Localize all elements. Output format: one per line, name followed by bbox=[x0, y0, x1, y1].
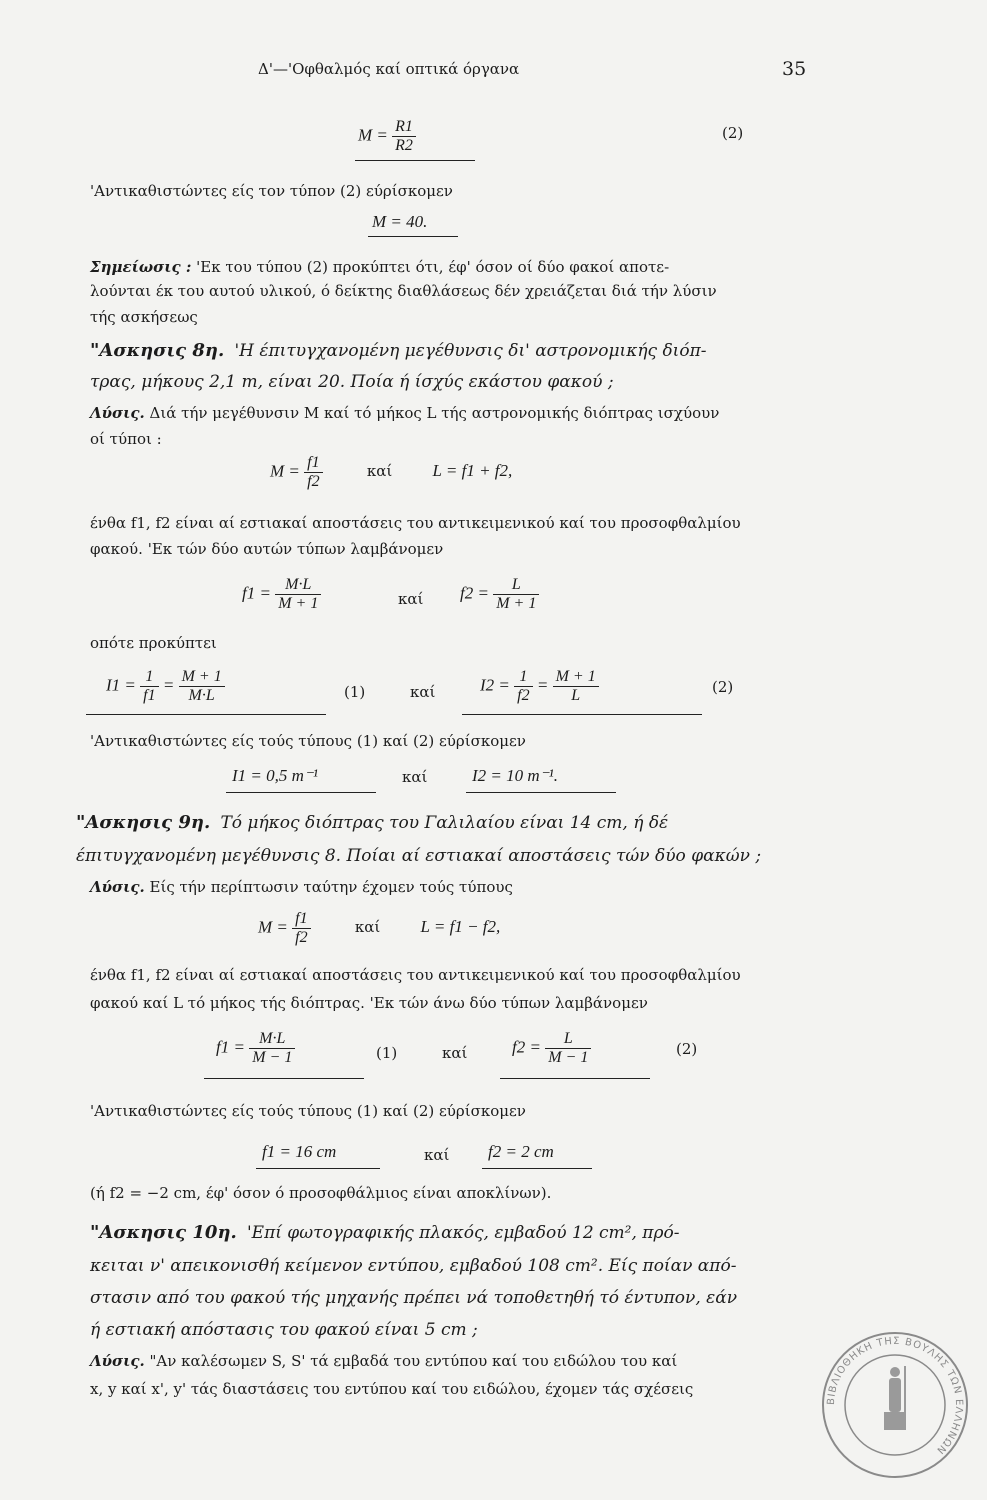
result-I2: I2 = 10 m⁻¹. bbox=[472, 766, 558, 785]
kai: καί bbox=[398, 590, 424, 608]
exercise-10-line-4: ή εστιακή απόστασις του φακού είναι 5 cm ; bbox=[90, 1320, 478, 1340]
equation-9a: M = $\frac{f1}{f2}$ καί L = f1 − f2, bbox=[258, 910, 501, 946]
note-line-3: τής ασκήσεως bbox=[90, 308, 198, 326]
running-title: Δ'—'Οφθαλμός καί οπτικά όργανα bbox=[258, 60, 520, 78]
exercise-9-line-2: έπιτυγχανομένη μεγέθυνσις 8. Ποίαι αί εστιακαί αποστάσεις τών δύο φακών ; bbox=[76, 846, 762, 866]
equation-8a: M = $\frac{f1}{f2}$ καί L = f1 + f2, bbox=[270, 454, 513, 490]
paragraph: 'Αντικαθιστώντες είς τον τύπον (2) εύρίσκομεν bbox=[90, 182, 453, 200]
exercise-10-line-3: στασιν από του φακού τής μηχανής πρέπει νά τοποθετηθή τό έντυπον, εάν bbox=[90, 1288, 738, 1308]
stamp-text: ΒΙΒΛΙΟΘΗΚΗ ΤΗΣ ΒΟΥΛΗΣ ΤΩΝ ΕΛΛΗΝΩΝ bbox=[825, 1335, 965, 1457]
library-stamp bbox=[820, 1330, 970, 1480]
paragraph: 'Αντικαθιστώντες είς τούς τύπους (1) καί (2) εύρίσκομεν bbox=[90, 732, 526, 750]
solution-9: Λύσις. Είς τήν περίπτωσιν ταύτην έχομεν τούς τύπους bbox=[90, 878, 513, 896]
result-M: M = 40. bbox=[372, 212, 428, 231]
tag-1: (1) bbox=[344, 683, 366, 701]
kai: καί bbox=[424, 1146, 450, 1164]
equation-top: M = $\frac{R1}{R2}$ bbox=[358, 118, 416, 155]
result-f2: f2 = 2 cm bbox=[488, 1142, 554, 1161]
page-number: 35 bbox=[782, 58, 807, 80]
paragraph: ένθα f1, f2 είναι αί εστιακαί αποστάσεις του αντικειμενικού καί του προσοφθαλμίου bbox=[90, 514, 741, 532]
note-line-2: λούνται έκ του αυτού υλικού, ό δείκτης διαθλάσεως δέν χρειάζεται διά τήν λύσιν bbox=[90, 282, 717, 300]
solution-10-line-2: x, y καί x', y' τάς διαστάσεις του εντύπου καί του ειδώλου, έχομεν τάς σχέσεις bbox=[90, 1380, 694, 1398]
kai: καί bbox=[402, 768, 428, 786]
paragraph: ένθα f1, f2 είναι αί εστιακαί αποστάσεις του αντικειμενικού καί του προσοφθαλμίου bbox=[90, 966, 741, 984]
result-I1: I1 = 0,5 m⁻¹ bbox=[232, 766, 318, 785]
note-line-1: Σημείωσις : 'Εκ του τύπου (2) προκύπτει ότι, έφ' όσον οί δύο φακοί αποτε- bbox=[90, 258, 670, 276]
equation-9b2: f2 = $\frac{L}{M - 1}$ bbox=[512, 1030, 591, 1067]
equation-8b1: f1 = $\frac{M\cdot L}{M + 1}$ bbox=[242, 576, 321, 613]
equation-8c1: I1 = $\frac{1}{f1}$ = $\frac{M + 1}{M\cdot L}$ bbox=[106, 668, 225, 705]
paragraph: οπότε προκύπτει bbox=[90, 634, 217, 652]
exercise-9-heading: "Ασκησις 9η. Τό μήκος διόπτρας του Γαλιλαίου είναι 14 cm, ή δέ bbox=[76, 812, 669, 833]
paragraph: φακού. 'Εκ τών δύο αυτών τύπων λαμβάνομεν bbox=[90, 540, 444, 558]
paragraph: (ή f2 = −2 cm, έφ' όσον ό προσοφθάλμιος είναι αποκλίνων). bbox=[90, 1184, 552, 1202]
exercise-10-heading: "Ασκησις 10η. 'Επί φωτογραφικής πλακός, εμβαδού 12 cm², πρό- bbox=[90, 1222, 680, 1243]
exercise-8-line-2: τρας, μήκους 2,1 m, είναι 20. Ποία ή ίσχύς εκάστου φακού ; bbox=[90, 372, 614, 392]
paragraph: φακού καί L τό μήκος τής διόπτρας. 'Εκ τών άνω δύο τύπων λαμβάνομεν bbox=[90, 994, 648, 1012]
paragraph: 'Αντικαθιστώντες είς τούς τύπους (1) καί (2) εύρίσκομεν bbox=[90, 1102, 526, 1120]
exercise-10-line-2: κειται ν' απεικονισθή κείμενον εντύπου, εμβαδού 108 cm². Είς ποίαν από- bbox=[90, 1256, 737, 1276]
result-f1: f1 = 16 cm bbox=[262, 1142, 337, 1161]
equation-8c2: I2 = $\frac{1}{f2}$ = $\frac{M + 1}{L}$ bbox=[480, 668, 599, 705]
equation-9b1: f1 = $\frac{M\cdot L}{M - 1}$ bbox=[216, 1030, 295, 1067]
statue-icon bbox=[884, 1366, 906, 1430]
tag-2: (2) bbox=[712, 678, 734, 696]
tag-1: (1) bbox=[376, 1044, 398, 1062]
solution-10: Λύσις. "Αν καλέσωμεν S, S' τά εμβαδά του εντύπου καί του ειδώλου του καί bbox=[90, 1352, 678, 1370]
solution-8: Λύσις. Διά τήν μεγέθυνσιν M καί τό μήκος L τής αστρονομικής διόπτρας ισχύουν bbox=[90, 404, 720, 422]
kai: καί bbox=[410, 683, 436, 701]
equation-8b2: f2 = $\frac{L}{M + 1}$ bbox=[460, 576, 539, 613]
equation-tag: (2) bbox=[722, 124, 744, 142]
solution-8-line-2: οί τύποι : bbox=[90, 430, 162, 448]
exercise-8-heading: "Ασκησις 8η. 'Η έπιτυγχανομένη μεγέθυνσις δι' αστρονομικής διόπ- bbox=[90, 340, 707, 361]
tag-2: (2) bbox=[676, 1040, 698, 1058]
kai: καί bbox=[442, 1044, 468, 1062]
